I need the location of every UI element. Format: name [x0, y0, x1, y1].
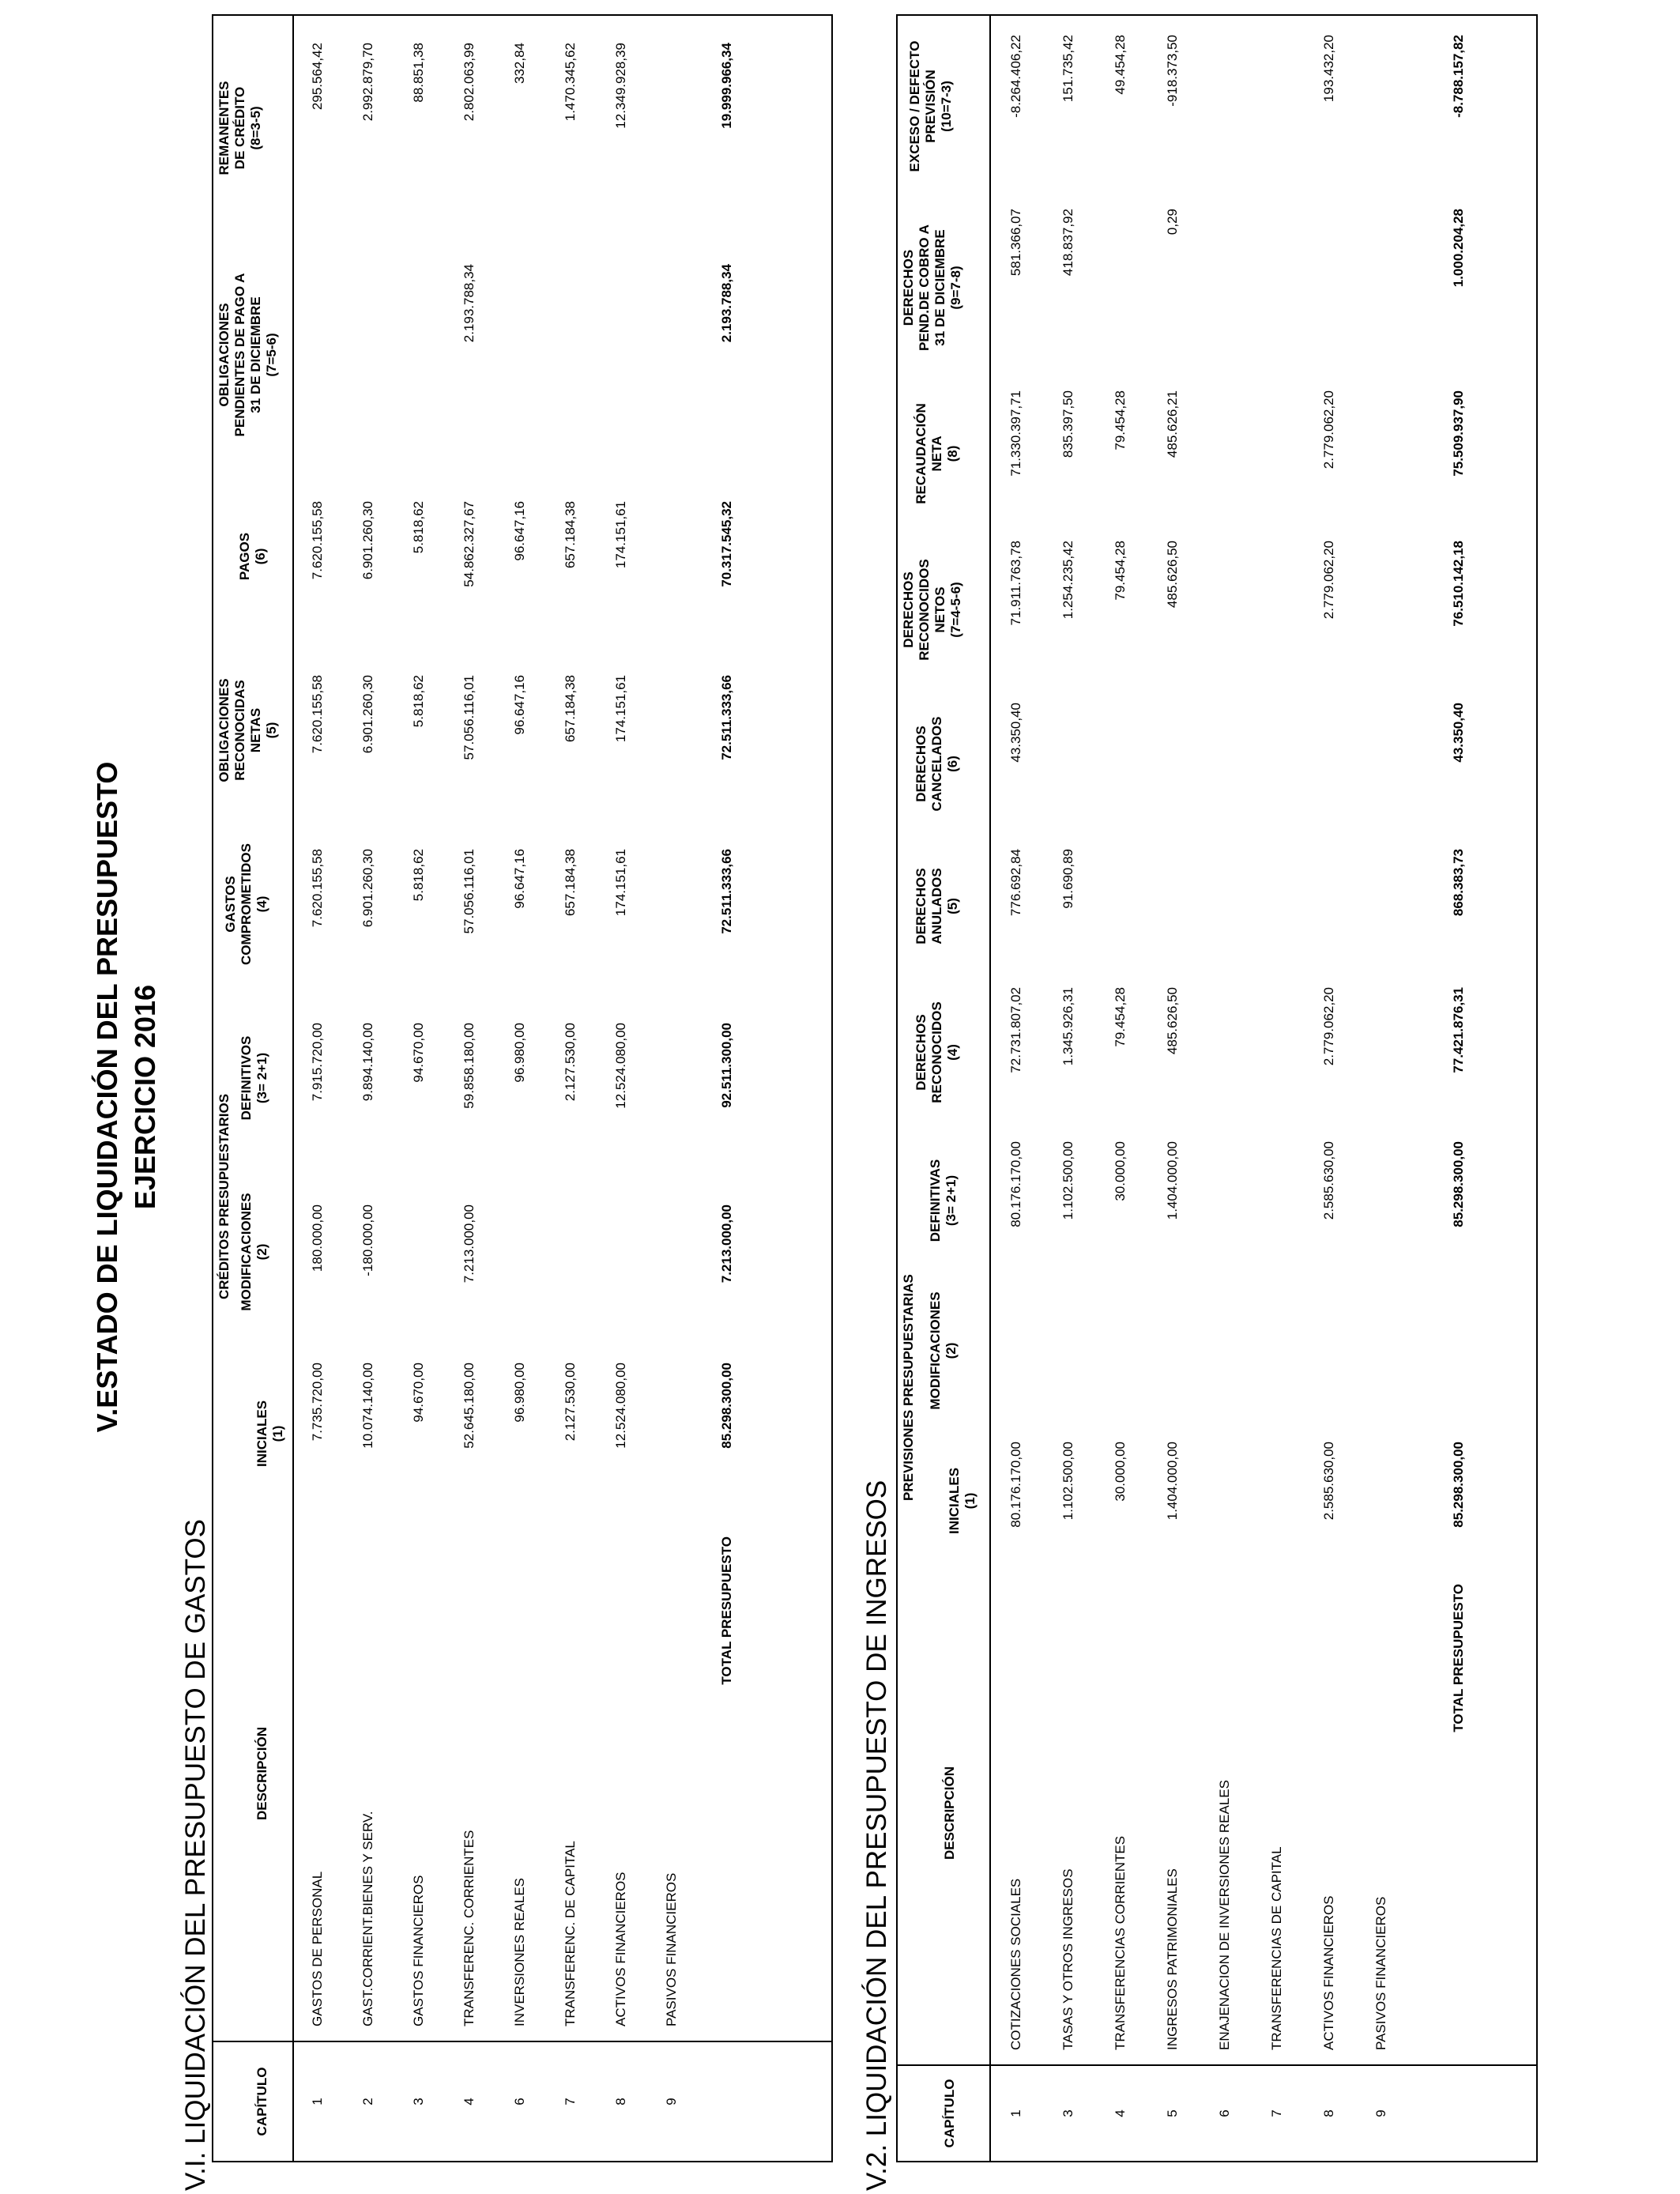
cell-pend: 418.837,92: [1060, 209, 1075, 277]
cell-recon: 485.626,50: [1165, 987, 1180, 1055]
cell-oblig: 57.056.116,01: [461, 675, 477, 760]
cell-oblig: 657.184,38: [563, 675, 578, 743]
gastos-header-modificaciones: MODIFICACIONES (2): [239, 1193, 269, 1311]
table-row: [563, 16, 613, 2161]
cell-netos: 1.254.235,42: [1060, 541, 1075, 620]
total-pend: 1.000.204,28: [1451, 209, 1466, 288]
cell-iniciales: 1.404.000,00: [1165, 1442, 1180, 1521]
ingresos-header-previsiones-group: PREVISIONES PRESUPUESTARIAS: [901, 1274, 916, 1501]
document-title: [89, 0, 164, 2194]
cell-desc: TRANSFERENCIAS CORRIENTES: [1113, 1835, 1128, 2050]
gastos-table: [212, 14, 833, 2162]
cell-oblig: 5.818,62: [411, 675, 426, 728]
ingresos-header-modificaciones: MODIFICACIONES (2): [928, 1291, 959, 1410]
cell-desc: TRANSFERENCIAS DE CAPITAL: [1269, 1846, 1284, 2050]
cell-iniciales: 30.000,00: [1113, 1442, 1128, 1502]
cell-desc: GASTOS DE PERSONAL: [310, 1871, 325, 2026]
cell-recaud: 79.454,28: [1113, 390, 1128, 450]
cell-oblig: 7.620.155,58: [310, 675, 325, 754]
total-exceso: -8.788.157,82: [1451, 35, 1466, 118]
gastos-header: [213, 16, 294, 2161]
cell-pend: 2.193.788,34: [461, 264, 477, 343]
cell-iniciales: 1.102.500,00: [1060, 1442, 1075, 1521]
cell-defin: 1.404.000,00: [1165, 1141, 1180, 1220]
total-defin: 85.298.300,00: [1451, 1141, 1466, 1227]
cell-exceso: 193.432,20: [1321, 35, 1336, 103]
cell-pagos: 54.862.327,67: [461, 501, 477, 587]
table-row: [1165, 16, 1215, 2161]
cell-compr: 57.056.116,01: [461, 849, 477, 934]
cell-recaud: 71.330.397,71: [1008, 390, 1023, 477]
cell-desc: PASIVOS FINANCIEROS: [664, 1872, 679, 2026]
cell-reman: 332,84: [512, 43, 527, 84]
total-oblig: 72.511.333,66: [719, 675, 734, 760]
cell-recon: 1.345.926,31: [1060, 987, 1075, 1066]
cell-cap: 3: [411, 2098, 426, 2105]
cell-reman: 295.564,42: [310, 43, 325, 111]
cell-defin: 7.915.720,00: [310, 1023, 325, 1102]
cell-reman: 12.349.928,39: [613, 43, 628, 129]
cell-iniciales: 94.670,00: [411, 1363, 426, 1423]
ingresos-header-cancelados: DERECHOS CANCELADOS (6): [913, 716, 960, 812]
total-iniciales: 85.298.300,00: [719, 1363, 734, 1449]
ingresos-header-iniciales: INICIALES (1): [947, 1467, 977, 1535]
gastos-section-title: V.I. LIQUIDACIÓN DEL PRESUPUESTO DE GASTOS: [180, 1519, 211, 2191]
cell-cap: 7: [1269, 2109, 1284, 2117]
table-row: [1113, 16, 1163, 2161]
total-anul: 868.383,73: [1451, 849, 1466, 917]
total-recaud: 75.509.937,90: [1451, 390, 1466, 477]
cell-iniciales: 7.735.720,00: [310, 1363, 325, 1442]
cell-cap: 6: [1217, 2109, 1232, 2117]
gastos-header-capitulo: CAPÍTULO: [254, 2067, 269, 2136]
table-row: [664, 16, 714, 2161]
cell-pend: 581.366,07: [1008, 209, 1023, 277]
cell-iniciales: 2.585.630,00: [1321, 1442, 1336, 1521]
cell-exceso: -8.264.406,22: [1008, 35, 1023, 118]
cell-netos: 2.779.062,20: [1321, 541, 1336, 620]
cell-compr: 6.901.260,30: [360, 849, 375, 928]
cell-defin: 2.585.630,00: [1321, 1141, 1336, 1220]
table-row: [411, 16, 461, 2161]
cell-exceso: 151.735,42: [1060, 35, 1075, 103]
cell-iniciales: 2.127.530,00: [563, 1363, 578, 1442]
cell-desc: ENAJENACION DE INVERSIONES REALES: [1217, 1780, 1232, 2050]
cell-desc: TRANSFERENC. CORRIENTES: [461, 1830, 477, 2026]
gastos-header-definitivos: DEFINITIVOS (3= 2+1): [239, 1035, 269, 1121]
table-row: [1269, 16, 1320, 2161]
cell-cap: 1: [310, 2098, 325, 2105]
cell-cap: 4: [461, 2098, 477, 2105]
cell-netos: 71.911.763,78: [1008, 541, 1023, 626]
title-line-1: V.ESTADO DE LIQUIDACIÓN DEL PRESUPUESTO: [91, 761, 123, 1433]
cell-pagos: 174.151,61: [613, 501, 628, 569]
ingresos-header-definitivas: DEFINITIVAS (3= 2+1): [928, 1159, 959, 1242]
total-label: TOTAL PRESUPUESTO: [719, 1536, 734, 1685]
total-reman: 19.999.966,34: [719, 43, 734, 129]
cell-canc: 43.350,40: [1008, 703, 1023, 763]
gastos-header-obligaciones: OBLIGACIONES RECONOCIDAS NETAS (5): [217, 678, 279, 782]
cell-cap: 1: [1008, 2109, 1023, 2117]
cell-desc: TASAS Y OTROS INGRESOS: [1060, 1868, 1075, 2050]
gastos-header-pagos: PAGOS (6): [237, 532, 268, 581]
cell-cap: 4: [1113, 2109, 1128, 2117]
cell-defin: 12.524.080,00: [613, 1023, 628, 1109]
cell-recaud: 835.397,50: [1060, 390, 1075, 458]
ingresos-header-pendientes: DERECHOS PEND.DE COBRO A 31 DE DICIEMBRE (9=7-8): [901, 224, 963, 351]
cell-recon: 72.731.807,02: [1008, 987, 1023, 1073]
cell-defin: 30.000,00: [1113, 1141, 1128, 1201]
cell-netos: 485.626,50: [1165, 541, 1180, 609]
cell-desc: ACTIVOS FINANCIEROS: [613, 1872, 628, 2026]
total-pagos: 70.317.545,32: [719, 501, 734, 587]
cell-recon: 79.454,28: [1113, 987, 1128, 1047]
cell-oblig: 96.647,16: [512, 675, 527, 735]
total-label: TOTAL PRESUPUESTO: [1451, 1584, 1466, 1732]
cell-reman: 2.992.879,70: [360, 43, 375, 122]
table-row: [1373, 16, 1424, 2161]
table-row: [461, 16, 512, 2161]
cell-desc: INVERSIONES REALES: [512, 1877, 527, 2026]
total-compr: 72.511.333,66: [719, 849, 734, 934]
cell-oblig: 174.151,61: [613, 675, 628, 743]
total-netos: 76.510.142,18: [1451, 541, 1466, 627]
cell-desc: PASIVOS FINANCIEROS: [1373, 1896, 1388, 2050]
cell-cap: 2: [360, 2098, 375, 2105]
cell-desc: TRANSFERENC. DE CAPITAL: [563, 1841, 578, 2026]
cell-compr: 657.184,38: [563, 849, 578, 917]
cell-defin: 80.176.170,00: [1008, 1141, 1023, 1227]
cell-exceso: -918.373,50: [1165, 35, 1180, 107]
cell-iniciales: 10.074.140,00: [360, 1363, 375, 1449]
cell-defin: 96.980,00: [512, 1023, 527, 1083]
column-divider: [213, 2041, 831, 2042]
gastos-header-pendientes: OBLIGACIONES PENDIENTES DE PAGO A 31 DE DICIEMBRE (7=5-6): [217, 273, 279, 437]
ingresos-header: [898, 16, 991, 2161]
total-canc: 43.350,40: [1451, 703, 1466, 763]
ingresos-header-descripcion: DESCRIPCIÓN: [942, 1766, 957, 1860]
ingresos-section-title: V.2. LIQUIDACIÓN DEL PRESUPUESTO DE INGRESOS: [861, 1480, 892, 2191]
cell-iniciales: 96.980,00: [512, 1363, 527, 1423]
cell-pagos: 96.647,16: [512, 501, 527, 561]
ingresos-table: [896, 14, 1538, 2162]
cell-pagos: 657.184,38: [563, 501, 578, 569]
ingresos-header-netos: DERECHOS RECONOCIDOS NETOS (7=4-5-6): [901, 559, 963, 661]
cell-iniciales: 52.645.180,00: [461, 1363, 477, 1449]
cell-pend: 0,29: [1165, 209, 1180, 236]
cell-cap: 8: [1321, 2109, 1336, 2117]
column-divider: [898, 2064, 1536, 2066]
ingresos-header-anulados: DERECHOS ANULADOS (5): [913, 868, 960, 944]
cell-recon: 2.779.062,20: [1321, 987, 1336, 1066]
total-recon: 77.421.876,31: [1451, 987, 1466, 1073]
gastos-header-remanentes: REMANENTES DE CRÉDITO (8=3-5): [217, 81, 263, 175]
cell-desc: GAST.CORRIENT.BIENES Y SERV.: [360, 1811, 375, 2026]
cell-modif: -180.000,00: [360, 1204, 375, 1276]
total-modif: 7.213.000,00: [719, 1204, 734, 1284]
gastos-header-descripcion: DESCRIPCIÓN: [254, 1726, 269, 1821]
cell-pagos: 6.901.260,30: [360, 501, 375, 580]
total-pend: 2.193.788,34: [719, 264, 734, 343]
cell-desc: COTIZACIONES SOCIALES: [1008, 1878, 1023, 2050]
cell-desc: GASTOS FINANCIEROS: [411, 1875, 426, 2026]
cell-iniciales: 80.176.170,00: [1008, 1442, 1023, 1528]
cell-exceso: 49.454,28: [1113, 35, 1128, 95]
table-row: [613, 16, 664, 2161]
cell-cap: 7: [563, 2098, 578, 2105]
ingresos-header-recaudacion: RECAUDACIÓN NETA (8): [913, 403, 960, 504]
cell-anul: 91.690,89: [1060, 849, 1075, 909]
table-row: [360, 16, 411, 2161]
cell-cap: 8: [613, 2098, 628, 2105]
cell-iniciales: 12.524.080,00: [613, 1363, 628, 1449]
cell-defin: 1.102.500,00: [1060, 1141, 1075, 1220]
cell-anul: 776.692,84: [1008, 849, 1023, 917]
cell-cap: 6: [512, 2098, 527, 2105]
cell-netos: 79.454,28: [1113, 541, 1128, 601]
cell-cap: 5: [1165, 2109, 1180, 2117]
cell-defin: 2.127.530,00: [563, 1023, 578, 1102]
ingresos-header-exceso: EXCESO / DEFECTO PREVISIÓN (10=7-3): [907, 40, 954, 172]
cell-modif: 7.213.000,00: [461, 1204, 477, 1284]
cell-cap: 9: [1373, 2109, 1388, 2117]
gastos-header-iniciales: INICIALES (1): [254, 1400, 285, 1468]
table-row: [1217, 16, 1268, 2161]
total-row: [1451, 16, 1501, 2161]
cell-compr: 7.620.155,58: [310, 849, 325, 928]
cell-reman: 1.470.345,62: [563, 43, 578, 122]
gastos-header-comprometidos: GASTOS COMPROMETIDOS (4): [223, 843, 269, 965]
ingresos-header-capitulo: CAPÍTULO: [942, 2079, 957, 2148]
cell-reman: 88.851,38: [411, 43, 426, 103]
cell-pagos: 5.818,62: [411, 501, 426, 554]
gastos-header-creditos-group: CRÉDITOS PRESUPUESTARIOS: [217, 1093, 232, 1299]
total-iniciales: 85.298.300,00: [1451, 1442, 1466, 1528]
cell-cap: 9: [664, 2098, 679, 2105]
table-row: [512, 16, 563, 2161]
cell-defin: 9.894.140,00: [360, 1023, 375, 1102]
cell-pagos: 7.620.155,58: [310, 501, 325, 580]
table-row: [310, 16, 360, 2161]
title-line-2: EJERCICIO 2016: [129, 984, 161, 1210]
cell-desc: INGRESOS PATRIMONIALES: [1165, 1868, 1180, 2050]
cell-cap: 3: [1060, 2109, 1075, 2117]
cell-defin: 94.670,00: [411, 1023, 426, 1083]
cell-modif: 180.000,00: [310, 1204, 325, 1272]
total-row: [719, 16, 770, 2161]
table-row: [1008, 16, 1059, 2161]
ingresos-header-reconocidos: DERECHOS RECONOCIDOS (4): [913, 1001, 960, 1103]
total-defin: 92.511.300,00: [719, 1023, 734, 1108]
cell-recaud: 2.779.062,20: [1321, 390, 1336, 469]
cell-oblig: 6.901.260,30: [360, 675, 375, 754]
cell-compr: 96.647,16: [512, 849, 527, 909]
table-row: [1321, 16, 1372, 2161]
table-row: [1060, 16, 1111, 2161]
cell-reman: 2.802.063,99: [461, 43, 477, 122]
cell-compr: 174.151,61: [613, 849, 628, 917]
cell-recaud: 485.626,21: [1165, 390, 1180, 458]
cell-compr: 5.818,62: [411, 849, 426, 902]
cell-defin: 59.858.180,00: [461, 1023, 477, 1109]
cell-desc: ACTIVOS FINANCIEROS: [1321, 1895, 1336, 2050]
